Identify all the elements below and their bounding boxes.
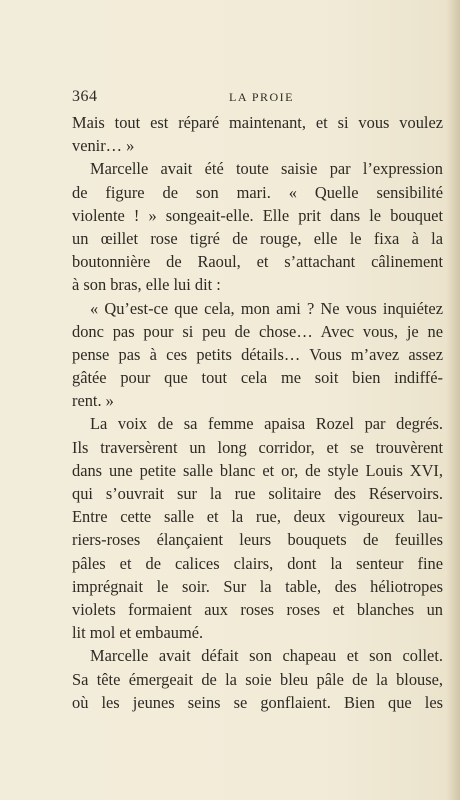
text-line: lit mol et embaumé. <box>72 623 204 643</box>
text-line: venir… » <box>72 136 135 156</box>
text-line: La voix de sa femme apaisa Rozel par degrés. <box>90 414 443 434</box>
text-line: où les jeunes seins se gonflaient. Bien que les <box>72 692 443 712</box>
text-line: Marcelle avait défait son chapeau et son collet. <box>90 646 443 666</box>
text-line: « Qu’est-ce que cela, mon ami ? Ne vous inquiétez <box>90 298 443 318</box>
text-line: pâles et de calices clairs, dont la senteur fine <box>72 553 443 573</box>
text-line: Mais tout est réparé maintenant, et si vous voulez <box>72 113 443 132</box>
text-line: pense pas à ces petits détails… Vous m’avez assez <box>72 344 443 364</box>
text-line: Sa tête émergeait de la soie bleu pâle de la blouse, <box>72 669 443 689</box>
page-number: 364 <box>72 88 98 105</box>
text-line: violets formaient aux roses roses et blanches un <box>72 599 443 619</box>
page-header <box>72 88 442 108</box>
text-line: violente ! » songeait-elle. Elle prit dans le bouquet <box>72 205 443 225</box>
text-line: Ils traversèrent un long corridor, et se trouvèrent <box>72 437 443 457</box>
text-line: qui s’ouvrait sur la rue solitaire des Réservoirs. <box>72 484 443 503</box>
body-text <box>72 111 443 714</box>
text-line: dans une petite salle blanc et or, de style Louis XVI, <box>72 460 443 480</box>
text-line: rent. » <box>72 391 114 411</box>
text-line: donc pas pour si peu de chose… Avec vous, je ne <box>72 321 443 341</box>
running-title: LA PROIE <box>229 90 295 104</box>
text-line: Marcelle avait été toute saisie par l’expression <box>90 159 443 179</box>
text-line: de figure de son mari. « Quelle sensibilité <box>72 182 443 202</box>
text-line: à son bras, elle lui dit : <box>72 275 221 295</box>
text-line: riers-roses élançaient leurs bouquets de feuilles <box>72 530 443 550</box>
text-line: imprégnait le soir. Sur la table, des héliotropes <box>72 576 443 596</box>
text-line: un œillet rose tigré de rouge, elle le fixa à la <box>72 228 443 248</box>
text-line: boutonnière de Raoul, et s’attachant câlinement <box>72 252 443 272</box>
text-line: gâtée pour que tout cela me soit bien indiffé- <box>72 368 443 388</box>
text-line: Entre cette salle et la rue, deux vigoureux lau- <box>72 507 443 527</box>
